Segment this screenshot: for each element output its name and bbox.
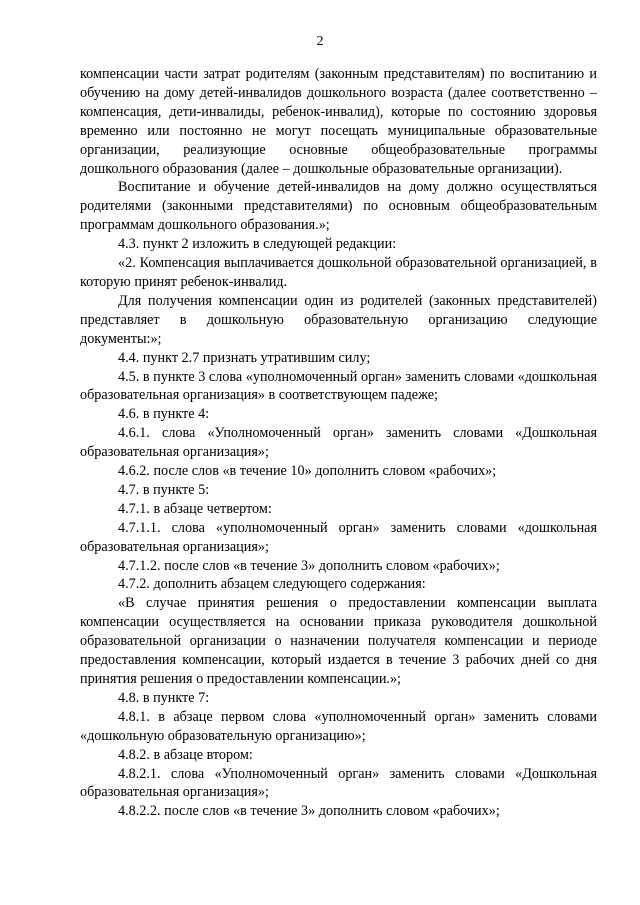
paragraph: 4.6. в пункте 4: <box>118 406 210 423</box>
paragraph: 4.8.1. в абзаце первом слова «уполномоченный орган» заменить словами «дошкольную образовательную организацию»; <box>80 708 597 744</box>
document-body <box>80 65 597 821</box>
paragraph: 4.7.1.1. слова «уполномоченный орган» заменить словами «дошкольная образовательная организация»; <box>80 519 597 555</box>
paragraph: 4.8.2.1. слова «Уполномоченный орган» заменить словами «Дошкольная образовательная организация»; <box>80 765 597 801</box>
paragraph: 4.7.1. в абзаце четвертом: <box>118 500 272 517</box>
paragraph: 4.7.2. дополнить абзацем следующего содержания: <box>118 576 426 593</box>
paragraph: 4.8.2. в абзаце втором: <box>118 746 253 763</box>
paragraph: 4.5. в пункте 3 слова «уполномоченный орган» заменить словами «дошкольная образовательная организация» в соответствующем падеже; <box>80 368 597 404</box>
paragraph: 4.7.1.2. после слов «в течение 3» дополнить словом «рабочих»; <box>118 557 500 574</box>
paragraph: Воспитание и обучение детей-инвалидов на дому должно осуществляться родителями (законными представителями) по основным общеобразовательным программам дошкольного образования.»; <box>80 179 597 234</box>
page-number: 2 <box>316 34 324 49</box>
paragraph: «В случае принятия решения о предоставлении компенсации выплата компенсации осуществляется на основании приказа руководителя дошкольной образовательной организации о назначении получателя компенсации и периоде предоставления компенсации, который издается в течение 3 рабочих дней со дня принятия решения о предоставлении компенсации.»; <box>80 595 597 687</box>
paragraph: 4.3. пункт 2 изложить в следующей редакции: <box>118 236 397 253</box>
paragraph: 4.7. в пункте 5: <box>118 481 210 498</box>
paragraph: 4.6.2. после слов «в течение 10» дополнить словом «рабочих»; <box>118 463 497 480</box>
paragraph: 4.8. в пункте 7: <box>118 689 210 706</box>
paragraph: «2. Компенсация выплачивается дошкольной образовательной организацией, в которую принят ребенок-инвалид. <box>80 255 597 290</box>
paragraph: 4.4. пункт 2.7 признать утратившим силу; <box>118 349 371 366</box>
paragraph: компенсации части затрат родителям (законным представителям) по воспитанию и обучению на дому детей-инвалидов дошкольного возраста (далее соответственно – компенсация, дети-инвалиды, ребенок-инвалид), которые по состоянию здоровья временно или постоянно не могут посещать муниципальные образовательные организации, реализующие основные общеобразовательные программы дошкольного образования (далее – дошкольные образовательные организации). <box>80 66 597 177</box>
paragraph: 4.6.1. слова «Уполномоченный орган» заменить словами «Дошкольная образовательная организация»; <box>80 425 597 461</box>
paragraph: 4.8.2.2. после слов «в течение 3» дополнить словом «рабочих»; <box>118 803 500 820</box>
paragraph: Для получения компенсации один из родителей (законных представителей) представляет в дошкольную образовательную организацию следующие документы:»; <box>80 292 597 347</box>
